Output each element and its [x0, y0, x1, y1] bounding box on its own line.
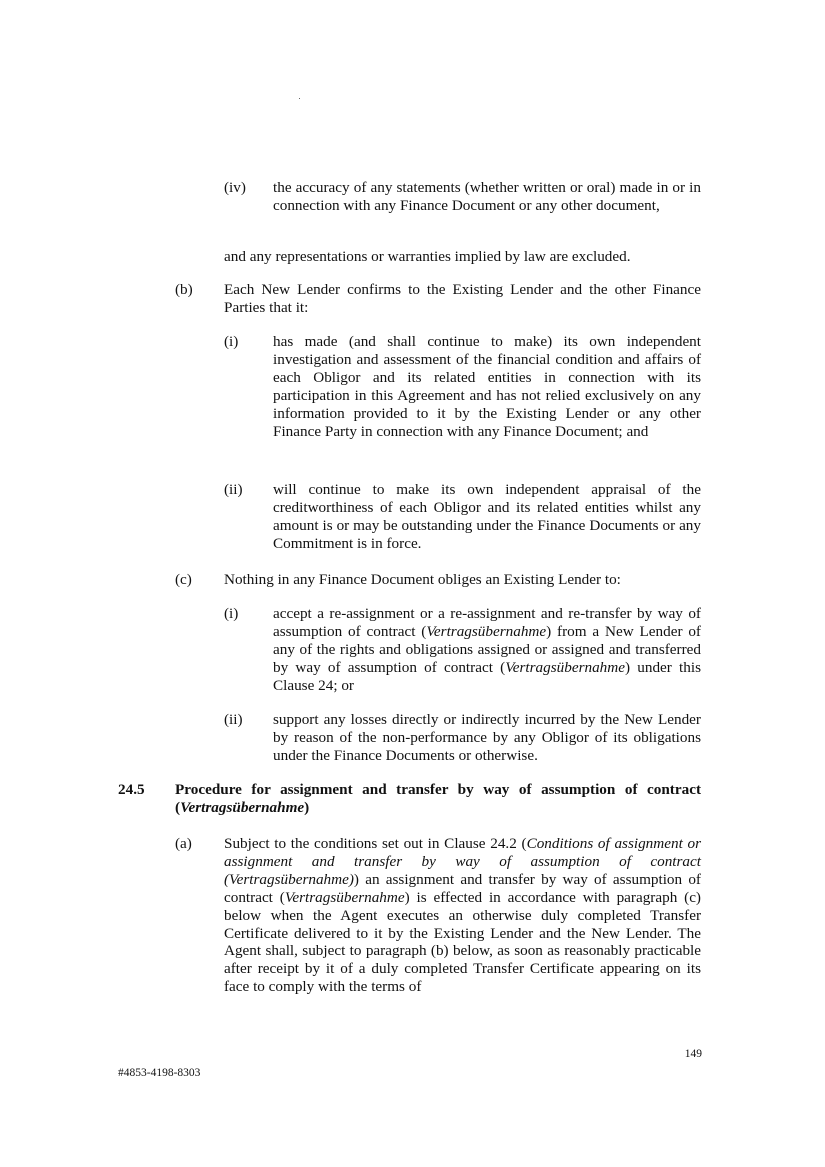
item-c-text: Nothing in any Finance Document obliges an Existing Lender to: — [224, 571, 621, 588]
item-c-ii-label: (ii) — [224, 711, 243, 728]
item-c-label: (c) — [175, 571, 192, 588]
section-heading: Procedure for assignment and transfer by way of assumption of contract (Vertragsübernahme) — [175, 781, 701, 816]
item-b-ii-text: will continue to make its own independent appraisal of the creditworthiness of each Obligor and its related entities whilst any amount is or may be outstanding under the Finance Documents or any Commitment is in force. — [273, 481, 701, 552]
page-number: 149 — [684, 1048, 702, 1060]
after-iv-text: and any representations or warranties implied by law are excluded. — [224, 248, 631, 265]
item-b-text: Each New Lender confirms to the Existing Lender and the other Finance Parties that it: — [224, 281, 701, 316]
scan-speck — [299, 98, 300, 99]
item-b-i-text: has made (and shall continue to make) its own independent investigation and assessment of the financial condition and affairs of each Obligor and its related entities in connection with its participation in this Agreement and has not relied exclusively on any information provided to it by the Existing Lender or any other Finance Party in connection with any Finance Document; and — [273, 333, 701, 440]
item-c-i-label: (i) — [224, 605, 239, 622]
item-c-i-text: accept a re-assignment or a re-assignment and re-transfer by way of assumption of contract (Vertragsübernahme) from a New Lender of any of the rights and obligations assigned or assigned and transferred by way of assumption of contract (Vertragsübernahme) under this Clause 24; or — [273, 605, 701, 694]
item-b-ii-label: (ii) — [224, 481, 243, 498]
section-a-text: Subject to the conditions set out in Clause 24.2 (Conditions of assignment or assignment and transfer by way of assumption of contract (Vertragsübernahme)) an assignment and transfer by way of assumption of contract (Vertragsübernahme) is effected in accordance with paragraph (c) below when the Agent executes an otherwise duly completed Transfer Certificate delivered to it by the Existing Lender and the New Lender. The Agent shall, subject to paragraph (b) below, as soon as reasonably practicable after receipt by it of a duly completed Transfer Certificate appearing on its face to comply with the terms of — [224, 835, 701, 996]
item-b-label: (b) — [175, 281, 193, 298]
item-b-i-label: (i) — [224, 333, 239, 350]
item-c-ii-text: support any losses directly or indirectly incurred by the New Lender by reason of the non-performance by any Obligor of its obligations under the Finance Documents or otherwise. — [273, 711, 701, 764]
item-iv-text: the accuracy of any statements (whether written or oral) made in or in connection with any Finance Document or any other document, — [273, 179, 701, 214]
document-reference: #4853-4198-8303 — [118, 1067, 201, 1079]
section-number: 24.5 — [118, 781, 145, 798]
section-a-label: (a) — [175, 835, 192, 852]
item-iv-label: (iv) — [224, 179, 246, 196]
